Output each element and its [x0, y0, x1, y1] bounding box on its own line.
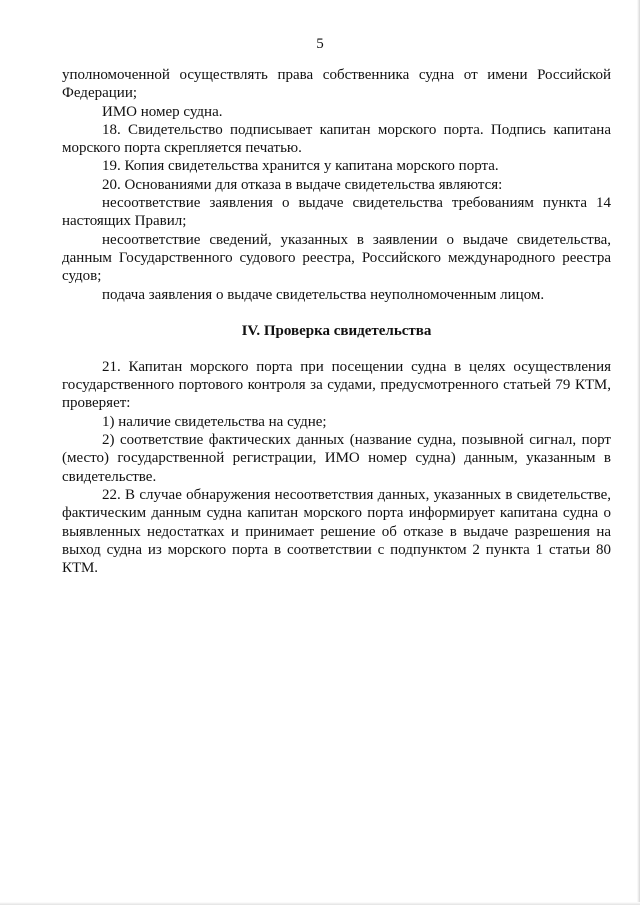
paragraph-20-item-3: подача заявления о выдаче свидетельства неуполномоченным лицом. [102, 286, 545, 303]
paragraph-22: 22. В случае обнаружения несоответствия данных, указанных в свидетельстве, фактическим данным судна капитан морского порта информирует капитана судна о выявленных недостатках и принимает решение об отказе в выдаче разрешения на выход судна из морского порта в соответствии с подпунктом 2 пункта 1 статьи 80 КТМ. [62, 486, 611, 577]
document-body [62, 66, 611, 577]
page-number: 5 [316, 36, 324, 52]
paragraph-21-item-1: 1) наличие свидетельства на судне; [102, 413, 327, 430]
section-heading: IV. Проверка свидетельства [241, 322, 432, 339]
paragraph-continuation: уполномоченной осуществлять права собственника судна от имени Российской Федерации; [62, 67, 611, 102]
paragraph-19: 19. Копия свидетельства хранится у капитана морского порта. [102, 158, 499, 175]
paragraph-20: 20. Основаниями для отказа в выдаче свидетельства являются: [102, 176, 503, 193]
paragraph-21-item-2: 2) соответствие фактических данных (название судна, позывной сигнал, порт (место) государственной регистрации, ИМО номер судна) данным, указанным в свидетельстве. [62, 432, 611, 485]
paragraph-imo-number: ИМО номер судна. [102, 103, 223, 120]
paragraph-20-item-1: несоответствие заявления о выдаче свидетельства требованиям пункта 14 настоящих Правил; [62, 195, 611, 230]
paragraph-20-item-2: несоответствие сведений, указанных в заявлении о выдаче свидетельства, данным Государственного судового реестра, Российского международного реестра судов; [62, 231, 611, 285]
paragraph-18: 18. Свидетельство подписывает капитан морского порта. Подпись капитана морского порта скрепляется печатью. [62, 121, 611, 157]
paragraph-21: 21. Капитан морского порта при посещении судна в целях осуществления государственного портового контроля за судами, предусмотренного статьей 79 КТМ, проверяет: [62, 358, 611, 412]
